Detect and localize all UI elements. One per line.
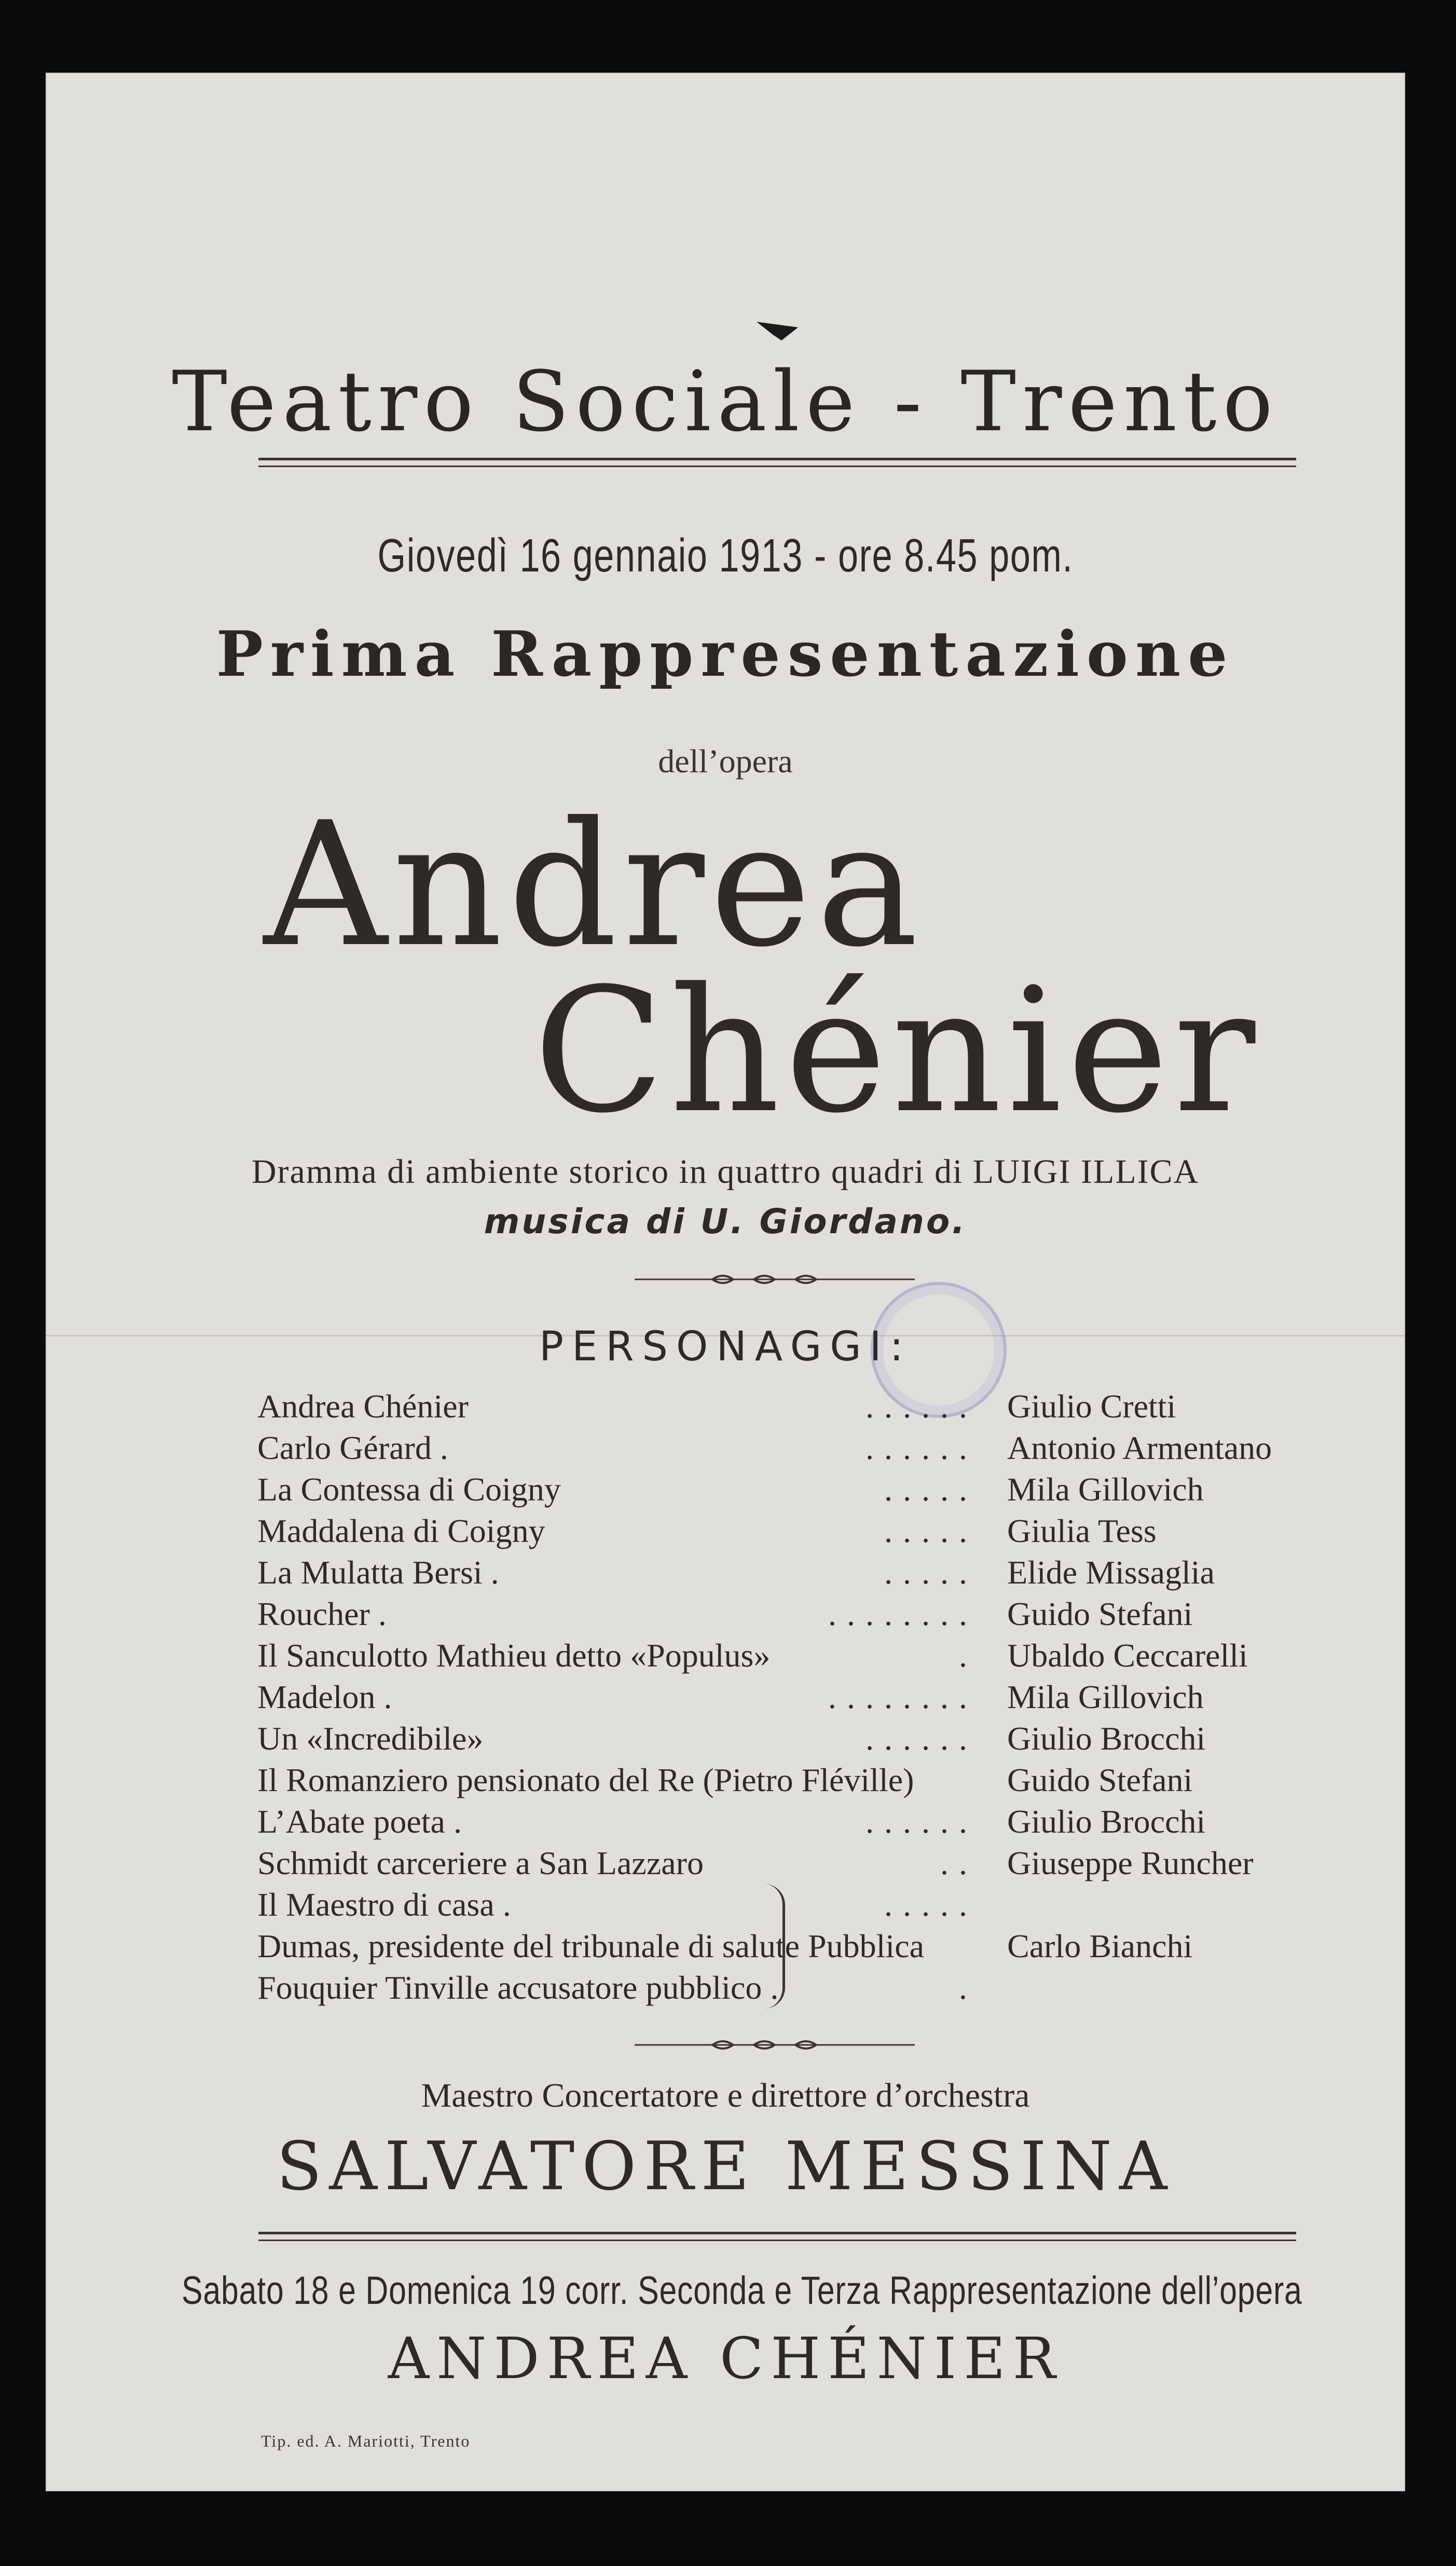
ornament-divider-top: [635, 1269, 915, 1290]
leader-dots: . . . . . .: [866, 1720, 968, 1757]
conductor-label: Maestro Concertatore e direttore d’orchestra: [421, 2077, 1030, 2114]
leader-dots: .: [959, 1637, 968, 1674]
actor-name: Mila Gillovich: [1007, 1471, 1204, 1508]
performance-heading: Prima Rappresentazione: [216, 618, 1235, 691]
footer-rule: [258, 2232, 1296, 2234]
actor-name: Mila Gillovich: [1007, 1678, 1204, 1715]
cast-row: [257, 1386, 1321, 1427]
cast-list: [257, 1386, 1321, 2009]
role-name: Il Sanculotto Mathieu detto «Populus»: [257, 1637, 771, 1674]
leader-dots: . . . . .: [884, 1554, 968, 1591]
leader-dots: . . . . . .: [866, 1803, 968, 1840]
leader-dots: . . . . . .: [866, 1429, 968, 1466]
of-opera-label: dell’opera: [658, 743, 793, 780]
role-name: Fouquier Tinville accusatore pubblico .: [257, 1969, 779, 2006]
role-name: Madelon .: [257, 1678, 392, 1715]
actor-name: Giuseppe Runcher: [1007, 1845, 1254, 1881]
role-name: Roucher .: [257, 1595, 387, 1632]
role-name: Carlo Gérard .: [257, 1429, 448, 1466]
role-name: Un «Incredibile»: [257, 1720, 484, 1757]
actor-name: Giulia Tess: [1007, 1512, 1157, 1549]
cast-row: [257, 1635, 1321, 1676]
actor-name: Guido Stefani: [1007, 1762, 1193, 1798]
cast-row: [257, 1552, 1321, 1593]
printer-credit: Tip. ed. A. Mariotti, Trento: [261, 2432, 471, 2450]
actor-name: Elide Missaglia: [1007, 1554, 1215, 1591]
actor-name: Guido Stefani: [1007, 1595, 1193, 1632]
leader-dots: .: [959, 1969, 968, 2006]
theatre-title: Teatro Sociale - Trento: [172, 353, 1279, 450]
opera-title-line1: Andrea: [264, 785, 924, 985]
leader-dots: . . . . .: [884, 1886, 968, 1923]
ornament-divider-bottom: [635, 2035, 915, 2055]
date-line: Giovedì 16 gennaio 1913 - ore 8.45 pom.: [377, 530, 1074, 582]
cast-row: [257, 1842, 1321, 1884]
leader-dots: . . . . . . . .: [828, 1678, 968, 1715]
opera-title-line2: Chénier: [533, 951, 1261, 1151]
role-name: Andrea Chénier: [257, 1388, 469, 1425]
cast-row: [257, 1510, 1321, 1552]
cast-row: [257, 1427, 1321, 1469]
role-name: La Mulatta Bersi .: [257, 1554, 499, 1591]
cast-row: [257, 1676, 1321, 1718]
role-name: Schmidt carceriere a San Lazzaro: [257, 1845, 704, 1881]
actor-name: Giulio Cretti: [1007, 1388, 1176, 1425]
cast-heading: PERSONAGGI:: [539, 1323, 912, 1370]
grouped-actor-name: Carlo Bianchi: [1007, 1928, 1193, 1964]
leader-dots: . . . . .: [884, 1471, 968, 1508]
actor-name: Giulio Brocchi: [1007, 1720, 1206, 1757]
cast-row: [257, 1469, 1321, 1510]
cast-row: [257, 1759, 1321, 1801]
opera-description: Dramma di ambiente storico in quattro quadri di LUIGI ILLICA: [251, 1153, 1200, 1191]
leader-dots: . . . . .: [884, 1512, 968, 1549]
role-name: La Contessa di Coigny: [257, 1471, 561, 1508]
cast-row: [257, 1593, 1321, 1635]
leader-dots: . . . . . . . .: [828, 1595, 968, 1632]
opera-title-caps: ANDREA CHÉNIER: [388, 2325, 1063, 2392]
role-name: Dumas, presidente del tribunale di salute Pubblica: [257, 1928, 924, 1964]
actor-name: Giulio Brocchi: [1007, 1803, 1206, 1840]
paper-hole: [757, 322, 798, 340]
cast-row: [257, 1718, 1321, 1759]
actor-name: Ubaldo Ceccarelli: [1007, 1637, 1248, 1674]
leader-dots: . . . . . .: [866, 1388, 968, 1425]
grouping-brace: [762, 1884, 785, 2009]
role-name: Il Romanziero pensionato del Re (Pietro Fléville): [257, 1762, 914, 1798]
actor-name: Antonio Armentano: [1007, 1429, 1272, 1466]
playbill-sheet: [46, 73, 1405, 2491]
conductor-name: SALVATORE MESSINA: [276, 2128, 1175, 2205]
cast-row: [257, 1884, 1321, 1926]
leader-dots: . .: [940, 1845, 968, 1881]
cast-row: [257, 1967, 1321, 2009]
title-rule: [258, 458, 1296, 460]
role-name: Il Maestro di casa .: [257, 1886, 511, 1923]
role-name: L’Abate poeta .: [257, 1803, 462, 1840]
cast-row: [257, 1801, 1321, 1842]
music-credit: musica di U. Giordano.: [484, 1202, 967, 1241]
role-name: Maddalena di Coigny: [257, 1512, 545, 1549]
next-performances: Sabato 18 e Domenica 19 corr. Seconda e Terza Rappresentazione dell’opera: [182, 2269, 1302, 2313]
